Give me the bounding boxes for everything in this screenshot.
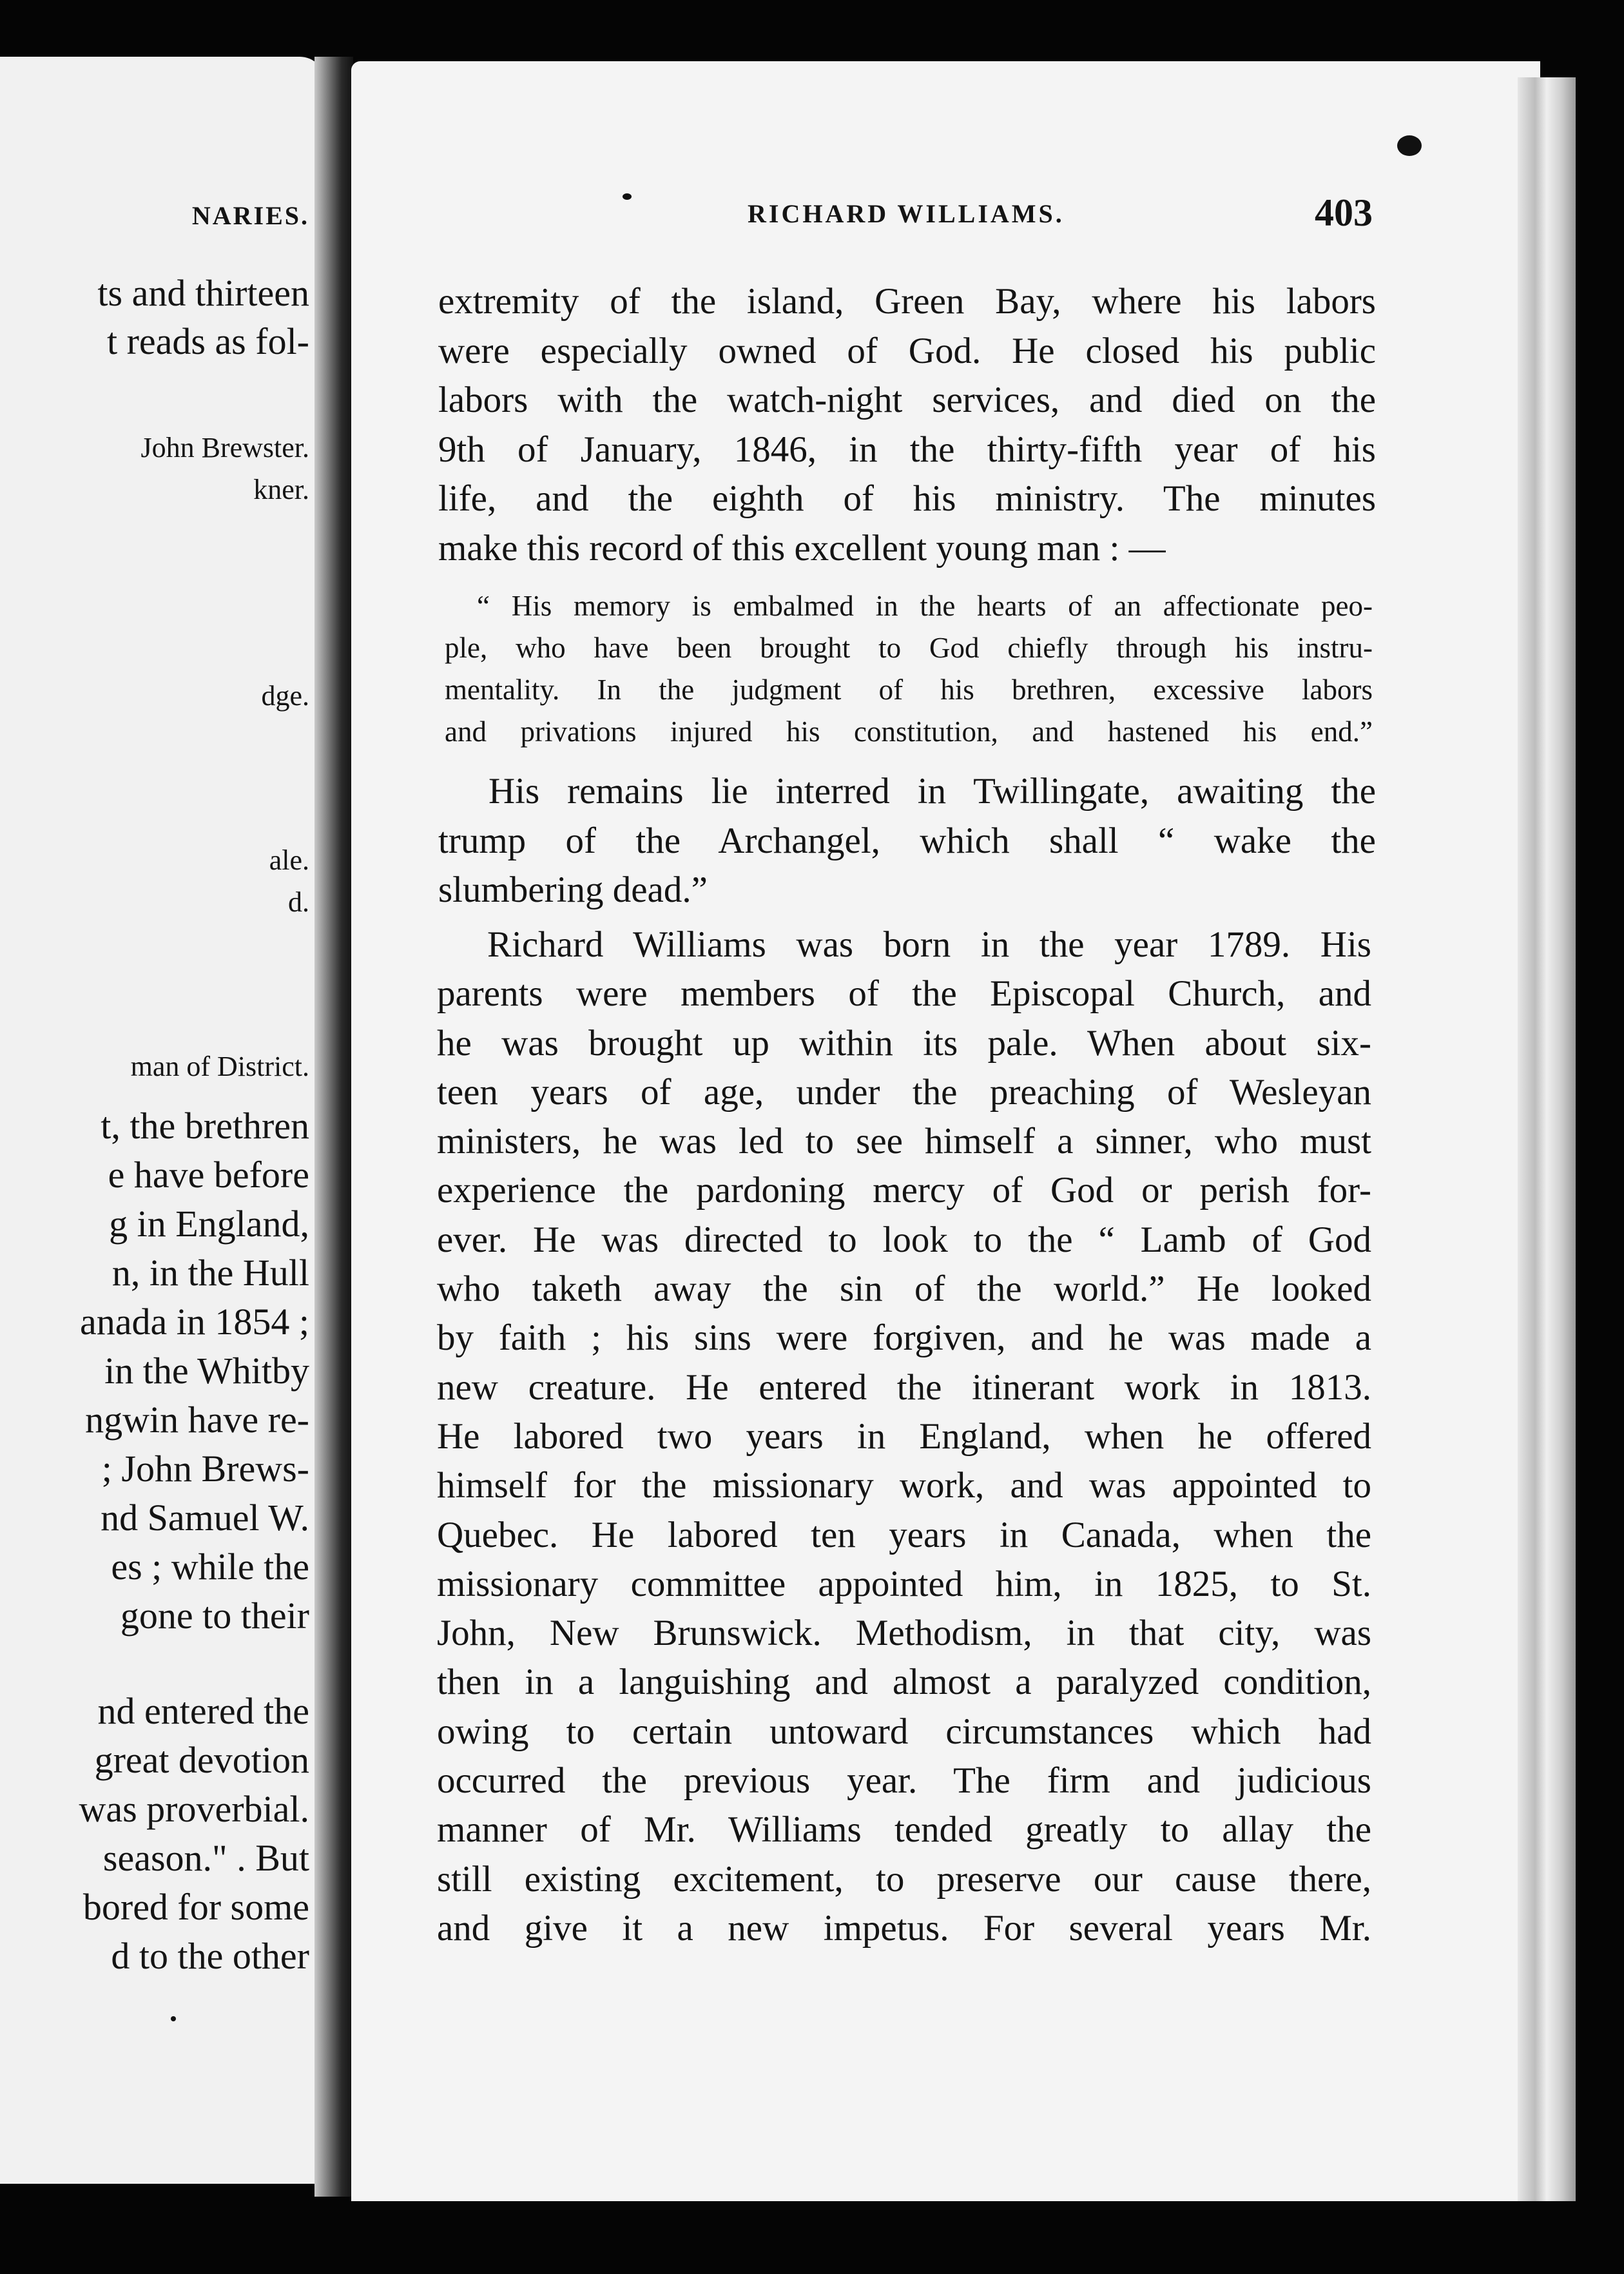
text-line: were especially owned of God. He closed his public xyxy=(438,330,1376,371)
left-page-text-line xyxy=(0,425,309,471)
left-page-text-line xyxy=(0,1593,309,1638)
text-line: then in a languishing and almost a paralyzed condition, xyxy=(437,1662,1371,1703)
left-page-text-line xyxy=(0,193,309,238)
left-page-text-line xyxy=(0,1250,309,1296)
left-page-text: NARIES. xyxy=(191,201,309,230)
text-line: He labored two years in England, when he offered xyxy=(437,1415,1371,1457)
left-page-text: in the Whitby xyxy=(104,1350,309,1392)
paragraph-3 xyxy=(437,920,1371,1953)
left-page-text: man of District. xyxy=(130,1051,309,1082)
left-page-text: great devotion xyxy=(94,1739,309,1781)
book-gutter-shadow xyxy=(314,57,353,2197)
left-page-text: anada in 1854 ; xyxy=(80,1301,309,1343)
block-quote xyxy=(445,585,1373,753)
quote-line: and privations injured his constitution, and hastened his end.” xyxy=(445,715,1373,748)
left-page-text: ale. xyxy=(269,844,309,876)
text-line: Richard Williams was born in the year 1789. His xyxy=(487,924,1371,965)
left-page-text-line xyxy=(0,1397,309,1443)
left-page-text: dge. xyxy=(261,680,309,712)
left-page-text: t reads as fol- xyxy=(106,320,309,362)
text-line: by faith ; his sins were forgiven, and he was made a xyxy=(437,1317,1371,1359)
running-head: RICHARD WILLIAMS. xyxy=(748,199,1065,228)
text-line: he was brought up within its pale. When about six- xyxy=(437,1022,1371,1064)
left-page-text: g in England, xyxy=(109,1203,309,1245)
left-page-text: es ; while the xyxy=(111,1546,309,1588)
quote-line: ple, who have been brought to God chiefly through his instru- xyxy=(445,632,1373,664)
left-page-text-line xyxy=(0,838,309,883)
left-page-text: t, the brethren xyxy=(101,1105,309,1147)
text-line: himself for the missionary work, and was appointed to xyxy=(437,1465,1371,1506)
left-page-text-line xyxy=(0,467,309,512)
left-page-text-line xyxy=(0,1787,309,1832)
left-page-text: ts and thirteen xyxy=(97,272,309,314)
text-line: trump of the Archangel, which shall “ wake the xyxy=(438,820,1376,861)
text-line: who taketh away the sin of the world.” He looked xyxy=(437,1268,1371,1310)
left-page-text: bored for some xyxy=(82,1886,309,1928)
left-page-text: d to the other xyxy=(111,1935,309,1977)
text-line: labors with the watch-night services, and died on the xyxy=(438,380,1376,420)
left-page-text: gone to their xyxy=(120,1595,309,1637)
text-line: teen years of age, under the preaching of Wesleyan xyxy=(437,1071,1371,1113)
left-page-text: ngwin have re- xyxy=(85,1399,309,1441)
text-line: parents were members of the Episcopal Church, and xyxy=(437,973,1371,1015)
left-page-text: n, in the Hull xyxy=(111,1252,309,1294)
text-line: manner of Mr. Williams tended greatly to allay the xyxy=(437,1809,1371,1851)
text-line: and give it a new impetus. For several years Mr. xyxy=(437,1907,1371,1948)
left-page-text: ; John Brews- xyxy=(101,1448,309,1490)
scan-bottom-border xyxy=(0,2201,1624,2274)
left-page-text: nd entered the xyxy=(97,1690,309,1732)
left-page-text: John Brewster. xyxy=(140,432,309,463)
page-edges xyxy=(1518,77,1576,2217)
paragraph-1 xyxy=(438,277,1376,573)
left-facing-page xyxy=(0,57,325,2184)
text-line: ever. He was directed to look to the “ Lamb of God xyxy=(437,1219,1371,1260)
paragraph-2 xyxy=(438,767,1376,915)
left-page-text-line xyxy=(0,1885,309,1930)
text-line: still existing excitement, to preserve our cause there, xyxy=(437,1858,1371,1900)
text-line: His remains lie interred in Twillingate, awaiting the xyxy=(488,771,1376,811)
left-page-text-line xyxy=(0,1689,309,1734)
left-page-text-line xyxy=(0,1348,309,1394)
ink-speck xyxy=(1397,135,1422,156)
left-page-text: was proverbial. xyxy=(79,1788,309,1830)
left-page-text-line xyxy=(0,1738,309,1783)
text-line: life, and the eighth of his ministry. The minutes xyxy=(438,478,1376,519)
left-page-text-line xyxy=(0,1201,309,1247)
ink-speck xyxy=(623,193,632,200)
left-page-text: nd Samuel W. xyxy=(101,1497,309,1539)
text-line: ministers, he was led to see himself a sinner, who must xyxy=(437,1121,1371,1162)
text-line: make this record of this excellent young man : — xyxy=(438,527,1166,568)
left-page-text: kner. xyxy=(253,474,309,505)
left-page-text-line xyxy=(0,1044,309,1089)
ink-speck xyxy=(171,2016,176,2021)
text-line: John, New Brunswick. Methodism, in that city, was xyxy=(437,1613,1371,1654)
left-page-text-line xyxy=(0,1836,309,1881)
text-line: missionary committee appointed him, in 1825, to St. xyxy=(437,1563,1371,1604)
left-page-text-line xyxy=(0,1495,309,1540)
left-page-text: e have before xyxy=(108,1154,309,1196)
text-line: Quebec. He labored ten years in Canada, when the xyxy=(437,1514,1371,1555)
left-page-text-line xyxy=(0,271,309,316)
left-page-text-line xyxy=(0,1934,309,1979)
text-line: new creature. He entered the itinerant work in 1813. xyxy=(437,1366,1371,1408)
left-page-text-line xyxy=(0,674,309,719)
text-line: slumbering dead.” xyxy=(438,870,708,910)
left-page-text-line xyxy=(0,1299,309,1345)
left-page-text-line xyxy=(0,1446,309,1492)
text-line: extremity of the island, Green Bay, where his labors xyxy=(438,281,1376,322)
left-page-text-line xyxy=(0,319,309,364)
left-page-text-line xyxy=(0,880,309,925)
left-page-text-line xyxy=(0,1544,309,1589)
quote-line: “ His memory is embalmed in the hearts of an affectionate peo- xyxy=(477,590,1373,622)
quote-line: mentality. In the judgment of his brethren, excessive labors xyxy=(445,674,1373,706)
text-line: owing to certain untoward circumstances which had xyxy=(437,1711,1371,1752)
left-page-text: d. xyxy=(288,886,309,918)
left-page-text-line xyxy=(0,1103,309,1149)
text-line: 9th of January, 1846, in the thirty-fifth year of his xyxy=(438,429,1376,470)
text-line: experience the pardoning mercy of God or perish for- xyxy=(437,1170,1371,1211)
page-number: 403 xyxy=(1315,191,1373,234)
left-page-text-line xyxy=(0,1152,309,1198)
text-line: occurred the previous year. The firm and judicious xyxy=(437,1760,1371,1802)
left-page-text: season." . But xyxy=(102,1837,309,1879)
